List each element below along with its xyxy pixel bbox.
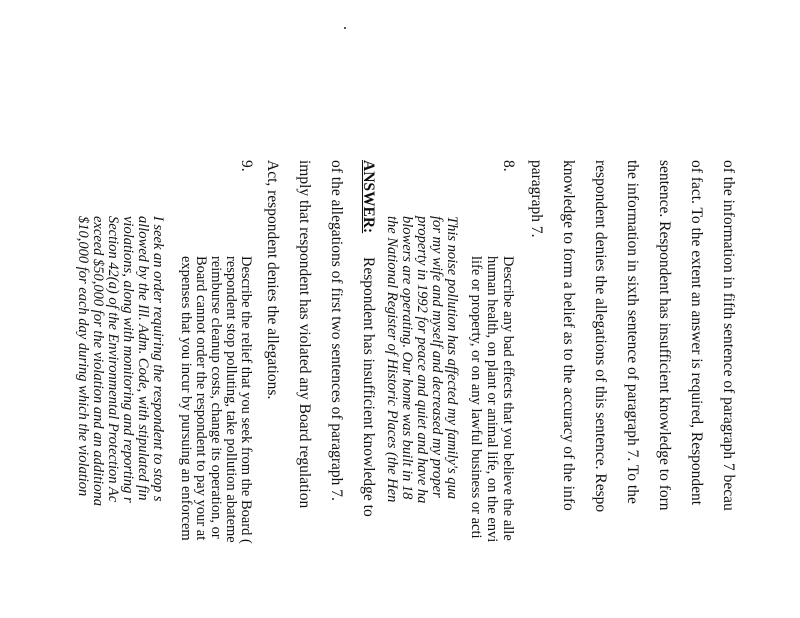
text-line: of the information in fifth sentence of paragraph 7 becau bbox=[720, 160, 737, 511]
answer-line: of the allegations of first two sentences of paragraph 7. bbox=[328, 160, 345, 501]
response-line: exceed $50,000 for the violation and an additiona bbox=[90, 216, 106, 506]
response-line: allowed by the Ill. Adm. Code, with stipulated fin bbox=[135, 216, 151, 501]
text-line: the information in sixth sentence of paragraph 7. To the bbox=[624, 160, 641, 504]
answer-line: imply that respondent has violated any Board regulation bbox=[296, 160, 313, 509]
text-line: sentence. Respondent has insufficient knowledge to forn bbox=[656, 160, 673, 511]
text-line: of fact. To the extent an answer is required, Respondent bbox=[688, 160, 705, 506]
question-line: Describe any bad effects that you believe the alle bbox=[500, 256, 516, 541]
question-line: Board cannot order the respondent to pay your at bbox=[193, 256, 209, 541]
response-line: property in 1992 for peace and quiet and have ha bbox=[414, 216, 430, 504]
response-line: $10,000 for each day during which the violation bbox=[75, 216, 91, 497]
answer-line: Act, respondent denies the allegations. bbox=[264, 160, 281, 400]
question-line: Describe the relief that you seek from the Board ( bbox=[238, 256, 254, 544]
question-line: reimburse cleanup costs, change its operation, or bbox=[208, 256, 224, 539]
response-line: Section 42(a) of the Environmental Protection Ac bbox=[105, 216, 121, 503]
response-line: for my wife and myself and decreased my proper bbox=[429, 216, 445, 498]
response-line: This noise pollution has affected my family's qua bbox=[444, 216, 460, 500]
text-line: knowledge to form a belief as to the accuracy of the info bbox=[560, 160, 577, 511]
response-line: the National Register of Historic Places (the Hen bbox=[384, 216, 400, 503]
item-number: 9. bbox=[238, 160, 255, 172]
answer-line: Respondent has insufficient knowledge to bbox=[360, 257, 377, 517]
item-number: 8. bbox=[500, 160, 517, 172]
response-line: blowers are operating. Our home was built in 18 bbox=[399, 216, 415, 500]
answer-label: ANSWER: bbox=[360, 160, 377, 234]
question-line: human health, on plant or animal life, on the envi bbox=[484, 256, 500, 543]
text-line: respondent denies the allegations of this sentence. Respo bbox=[592, 160, 609, 513]
text-line: paragraph 7. bbox=[528, 160, 545, 238]
response-line: violations, along with monitoring and reporting r bbox=[120, 216, 136, 503]
question-line: life or property, or on any lawful business or acti bbox=[468, 256, 484, 539]
question-line: respondent stop polluting, take pollution abateme bbox=[223, 256, 239, 543]
response-line: I seek an order requiring the respondent to stop s bbox=[150, 216, 166, 502]
question-line: expenses that you incur by pursuing an enforcem bbox=[178, 256, 194, 541]
